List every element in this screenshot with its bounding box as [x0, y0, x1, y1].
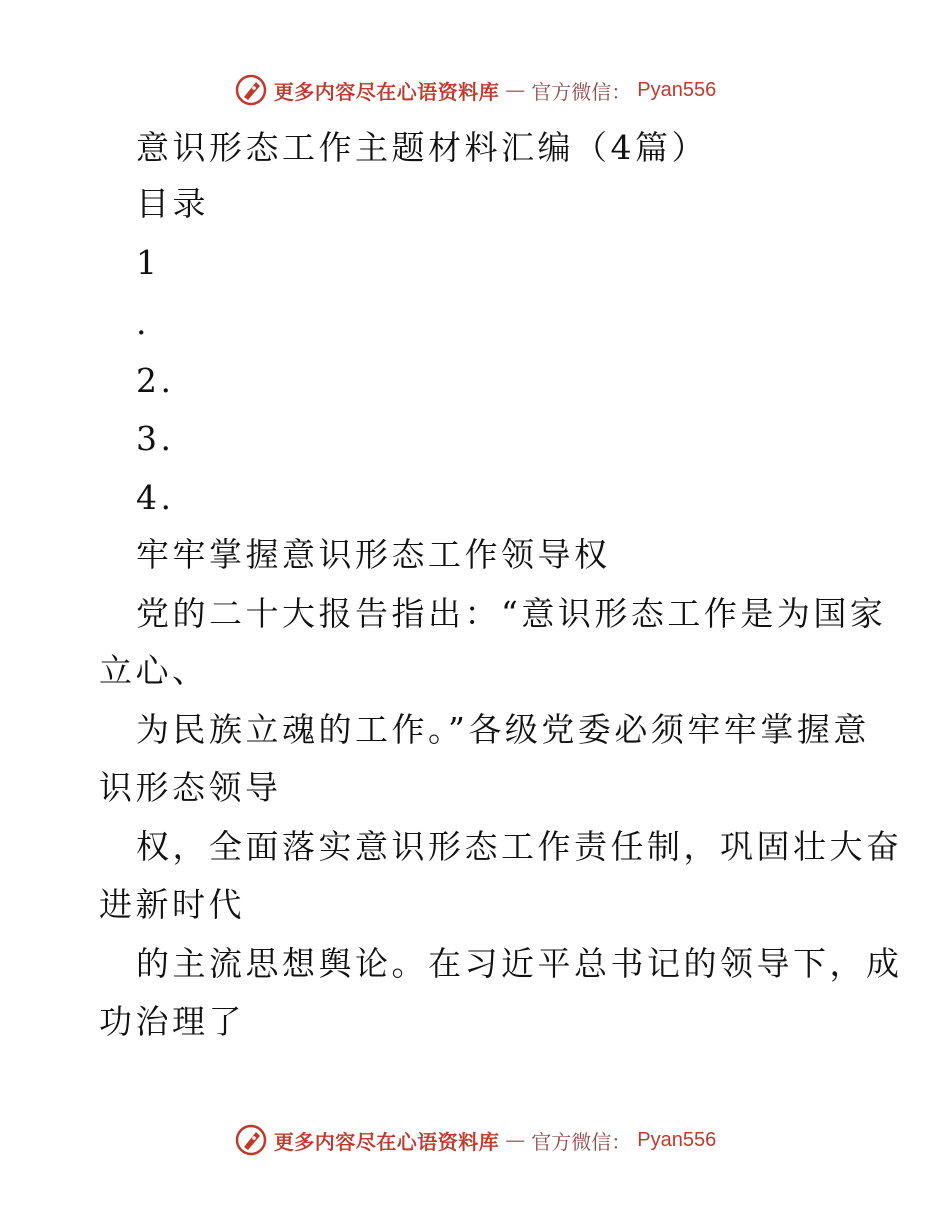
- header-watermark: [0, 70, 950, 110]
- paragraph-line: 功治理了: [99, 1002, 245, 1041]
- document-title: 意识形态工作主题材料汇编（4篇）: [136, 128, 708, 167]
- watermark-wechat-label: 官方微信：: [531, 79, 632, 104]
- paragraph-line: 立心、: [99, 651, 209, 690]
- paragraph-line: 为民族立魂的工作。”各级党委必须牢牢掌握意: [136, 710, 870, 749]
- watermark-text: 更多内容尽在心语资料库: [273, 1129, 500, 1154]
- watermark-separator: —: [505, 1128, 526, 1152]
- watermark-wechat-id: Pyan556: [637, 78, 717, 101]
- toc-item: 2.: [136, 361, 175, 400]
- watermark-text: 更多内容尽在心语资料库: [273, 79, 500, 104]
- toc-item: .: [136, 303, 150, 342]
- paragraph-line: 进新时代: [99, 885, 245, 924]
- pen-nib-circle-icon: [234, 73, 268, 107]
- toc-item: 3.: [136, 419, 175, 458]
- watermark-wechat-label: 官方微信：: [531, 1129, 632, 1154]
- watermark-wechat-id: Pyan556: [637, 1128, 717, 1151]
- toc-item: 1: [136, 243, 161, 282]
- toc-item: 4.: [136, 478, 175, 517]
- toc-heading: 目录: [136, 184, 209, 223]
- paragraph-line: 权，全面落实意识形态工作责任制，巩固壮大奋: [136, 827, 903, 866]
- watermark-separator: —: [505, 78, 526, 102]
- footer-watermark: [0, 1120, 950, 1160]
- paragraph-line: 的主流思想舆论。在习近平总书记的领导下，成: [136, 944, 903, 983]
- pen-nib-circle-icon: [234, 1123, 268, 1157]
- paragraph-line: 党的二十大报告指出：“意识形态工作是为国家: [136, 594, 887, 633]
- paragraph-line: 识形态领导: [99, 768, 282, 807]
- section-heading: 牢牢掌握意识形态工作领导权: [136, 535, 611, 574]
